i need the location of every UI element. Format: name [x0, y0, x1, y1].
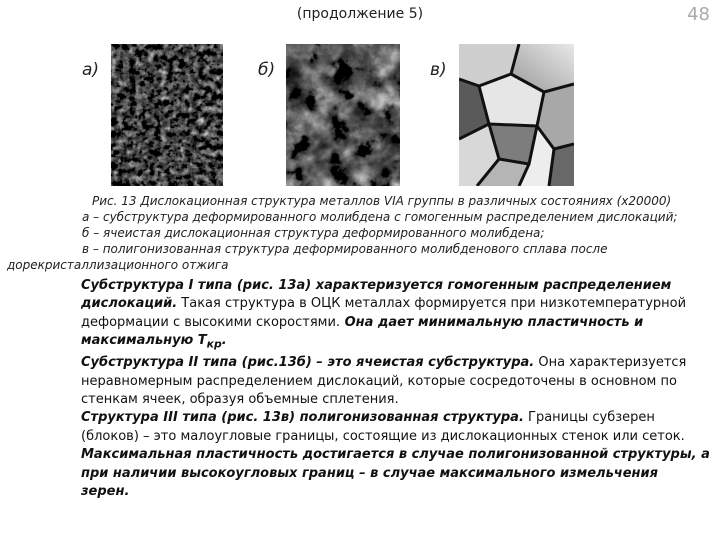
figure-caption-b: б – ячеистая дислокационная структура деформированного молибдена;	[82, 226, 545, 240]
paragraph-4	[5, 446, 710, 501]
micrograph-b	[286, 44, 400, 186]
p4-bold: Максимальная пластичность достигается в случае полигонизованной структуры, а при наличии высокоугловых границ – в случае максимального измельчения зерен.	[81, 447, 710, 500]
figure-label-c: в)	[430, 60, 447, 80]
micrograph-c	[459, 44, 574, 186]
p3-bold: Структура III типа (рис. 13в) полигонизованная структура.	[81, 410, 524, 426]
p2-normal: Она характеризуется неравномерным распределением дислокаций, которые сосредоточены в основном по стенкам ячеек, образуя объемные сплетения.	[81, 355, 687, 408]
figure-caption-c1: в – полигонизованная структура деформированного молибденового сплава после	[82, 242, 608, 256]
figure-label-b: б)	[258, 60, 276, 80]
figure-caption-c2: дорекристаллизационного отжига	[7, 258, 229, 272]
p1-normal: Такая структура в ОЦК металлах формируется при низкотемпературной деформации с высокими скоростями.	[81, 296, 687, 330]
p3-normal: Границы субзерен (блоков) – это малоугловые границы, состоящие из дислокационных стенок или сеток.	[81, 410, 685, 444]
paragraph-3	[5, 409, 710, 446]
figure-label-a: а)	[82, 60, 100, 80]
paragraph-1	[5, 277, 710, 354]
p2-bold: Субструктура II типа (рис.13б) – это ячеистая субструктура.	[81, 355, 535, 371]
p1-bold: Субструктура I типа (рис. 13а) характеризуется гомогенным распределением дислокаций.	[81, 278, 672, 312]
figure-caption-a: а – субструктура деформированного молибдена с гомогенным распределением дислокаций;	[82, 210, 678, 224]
figure-caption-title: Рис. 13 Дислокационная структура металлов VIA группы в различных состояниях (х20000)	[92, 194, 672, 208]
micrograph-a	[111, 44, 223, 186]
page-number: 48	[687, 4, 710, 25]
p1-end: .	[221, 333, 227, 349]
p1-bold2: Она дает минимальную пластичность и максимальную Т	[81, 314, 644, 349]
p1-subscript: кр	[206, 337, 222, 351]
paragraph-2	[5, 354, 710, 409]
continuation-header: (продолжение 5)	[296, 6, 424, 22]
body-text	[5, 277, 710, 501]
